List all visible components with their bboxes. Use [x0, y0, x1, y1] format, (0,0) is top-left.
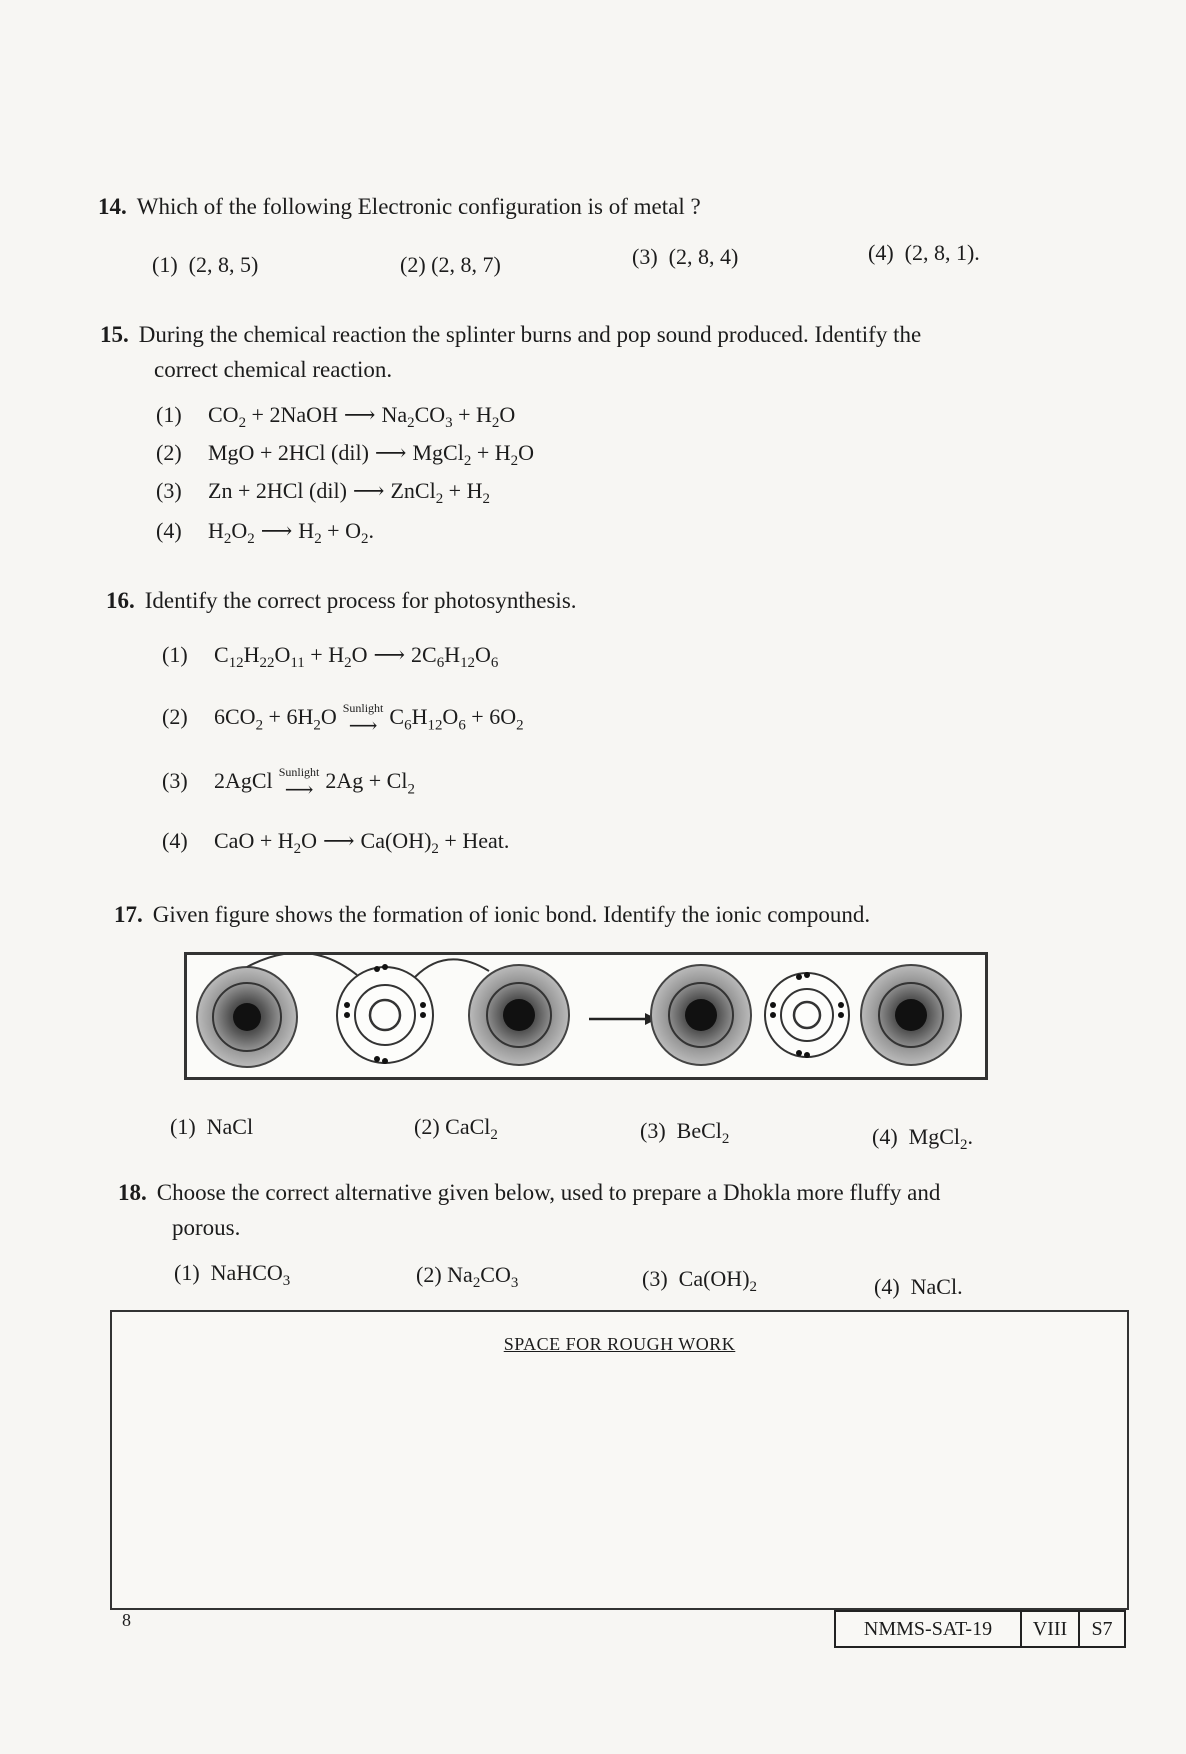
q16-option-4[interactable]: (4) CaO + $H_2O$ ⟶ $Ca(OH)_2$ + Heat. — [162, 828, 510, 858]
magnesium-ion — [765, 972, 849, 1058]
question-text-line2: porous. — [172, 1214, 241, 1240]
q17-option-3[interactable]: (3) BeCl$_2$ — [640, 1118, 730, 1148]
q18-option-1[interactable]: (1) NaHCO$_3$ — [174, 1260, 291, 1290]
q18-option-4[interactable]: (4) NaCl. — [874, 1274, 963, 1299]
question-text: Given figure shows the formation of ionic bond. Identify the ionic compound. — [152, 902, 871, 927]
question-15 — [100, 318, 1060, 387]
q16-option-3[interactable]: (3) 2AgCl Sunlight ⟶ $2Ag + Cl_2$ — [162, 765, 415, 801]
class-box: VIII — [1020, 1610, 1080, 1648]
chloride-ion-left — [651, 965, 751, 1065]
question-text-line2: correct chemical reaction. — [154, 356, 393, 382]
question-number: 15. — [100, 322, 129, 347]
q16-option-2[interactable]: (2) $6CO_2 + 6H_2O$ Sunlight ⟶ $C_6H_{12}O_6 + 6O_2$ — [162, 701, 524, 737]
magnesium-atom — [337, 964, 433, 1064]
reaction-arrow — [589, 1013, 657, 1025]
page-number: 8 — [122, 1610, 131, 1630]
question-text: Identify the correct process for photosynthesis. — [144, 588, 577, 613]
question-number: 16. — [106, 588, 135, 613]
q14-option-3[interactable]: (3) (2, 8, 4) — [632, 244, 739, 269]
q18-option-2[interactable]: (2) $Na_2CO_3$ — [416, 1262, 519, 1292]
arrow-label: Sunlight — [278, 765, 320, 779]
q14-option-4[interactable]: (4) (2, 8, 1). — [868, 240, 980, 265]
q15-option-4[interactable]: (4) $H_2O_2$ ⟶ $H_2 + O_2$. — [156, 518, 374, 548]
ionic-bond-figure — [184, 952, 988, 1080]
q16-option-1[interactable]: (1) $C_{12}H_{22}O_{11} + H_2O$ ⟶ $2C_6H_{12}O_6$ — [162, 642, 499, 672]
ionic-bond-diagram — [187, 955, 985, 1077]
rough-work-area[interactable] — [110, 1310, 1129, 1610]
question-text: Which of the following Electronic configuration is of metal ? — [136, 194, 701, 219]
chlorine-atom-right — [469, 965, 569, 1065]
q14-option-2[interactable]: (2) (2, 8, 7) — [400, 252, 501, 277]
q15-option-2[interactable]: (2) MgO + 2HCl (dil) ⟶ MgCl$_2$ + $H_2O$ — [156, 440, 534, 470]
rough-work-title: SPACE FOR ROUGH WORK — [503, 1334, 736, 1354]
question-17 — [114, 898, 870, 933]
q17-option-4[interactable]: (4) MgCl$_2$. — [872, 1124, 973, 1154]
q17-option-1[interactable]: (1) NaCl — [170, 1114, 254, 1139]
chloride-ion-right — [861, 965, 961, 1065]
question-number: 17. — [114, 902, 143, 927]
question-16 — [106, 584, 577, 619]
question-text-line1: During the chemical reaction the splinter burns and pop sound produced. Identify the — [138, 322, 922, 347]
set-code-box: S7 — [1078, 1610, 1126, 1648]
question-number: 14. — [98, 194, 127, 219]
q15-option-3[interactable]: (3) Zn + 2HCl (dil) ⟶ ZnCl$_2$ + $H_2$ — [156, 478, 490, 508]
electron-transfer-arc-right — [415, 959, 489, 977]
arrow-label: Sunlight — [342, 701, 384, 715]
exam-code-box: NMMS-SAT-19 — [834, 1610, 1022, 1648]
question-number: 18. — [118, 1180, 147, 1205]
q18-option-3[interactable]: (3) $Ca(OH)_2$ — [642, 1266, 758, 1296]
question-text-line1: Choose the correct alternative given below, used to prepare a Dhokla more fluffy and — [156, 1180, 941, 1205]
q14-option-1[interactable]: (1) (2, 8, 5) — [152, 252, 259, 277]
q15-option-1[interactable]: (1) $CO_2$ + 2NaOH ⟶ $Na_2CO_3 + H_2O$ — [156, 402, 516, 432]
question-14 — [98, 190, 701, 225]
chlorine-atom-left — [197, 967, 297, 1067]
question-18 — [118, 1176, 1078, 1245]
q17-option-2[interactable]: (2) CaCl$_2$ — [414, 1114, 498, 1144]
